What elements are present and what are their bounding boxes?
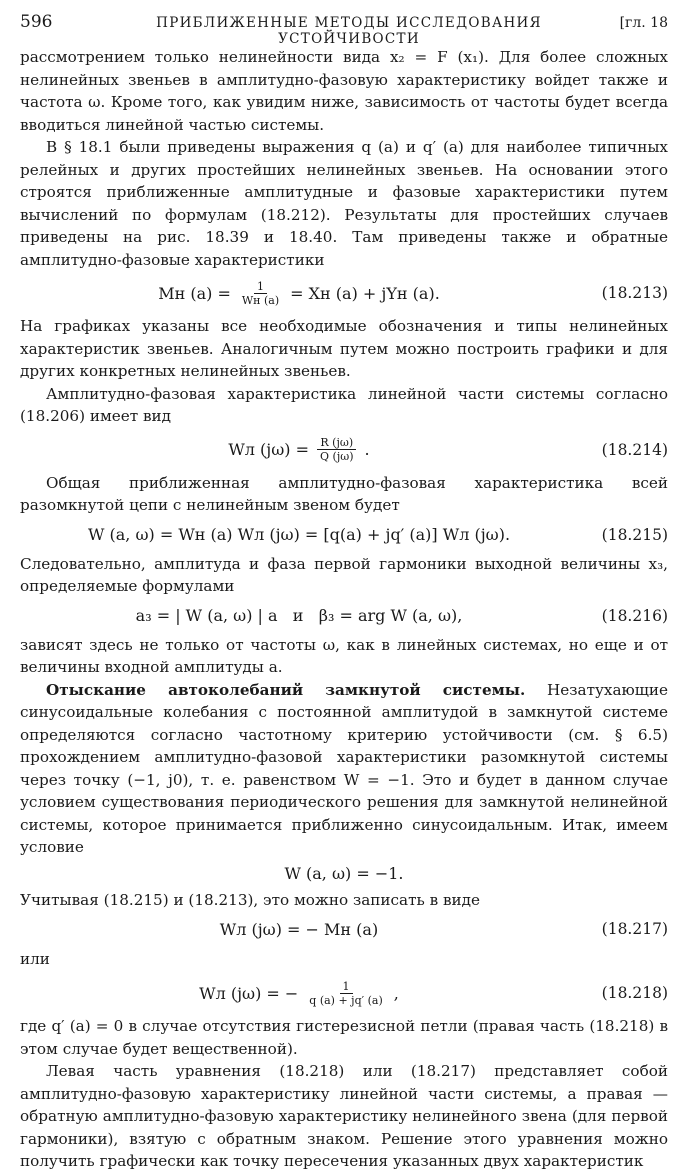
eq216-text: a₃ = | W (a, ω) | a и β₃ = arg W (a, ω), xyxy=(135,606,463,625)
page-number: 596 xyxy=(20,12,53,32)
eq213-fraction xyxy=(239,280,282,307)
eq215-label: (18.215) xyxy=(601,525,668,544)
page-header xyxy=(20,12,668,46)
eq218-lhs: Wл (jω) = − xyxy=(199,983,299,1003)
eq218-numerator: 1 xyxy=(340,980,353,994)
equation-18-214 xyxy=(20,428,668,472)
eq218-denominator: q (a) + jq′ (a) xyxy=(309,993,383,1007)
eq214-lhs: Wл (jω) = xyxy=(228,440,310,459)
equation-18-213 xyxy=(20,271,668,315)
eq217-text: Wл (jω) = − Mн (a) xyxy=(219,919,379,939)
book-page xyxy=(20,12,668,1173)
eq214-rhs: . xyxy=(364,440,370,459)
paragraph-1: рассмотрением только нелинейности вида x₂ = F (x₁). Для более сложных нелинейных звеньев в амплитудно-фазовую характеристику войдет также и частота ω. Кроме того, как увидим ниже, зависимость от частоты будет всегда вводиться линейной частью системы. xyxy=(20,48,668,134)
paragraph-2: В § 18.1 были приведены выражения q (a) и q′ (a) для наиболее типичных релейных и других простейших нелинейных звеньев. На основании этого строятся приближенные амплитудные и фазовые характеристики путем вычислений по формулам (18.212). Результаты для простейших случаев приведены на рис. 18.39 и 18.40. Там приведены также и обратные амплитудно-фазовые характеристики xyxy=(20,138,668,269)
eq214-label: (18.214) xyxy=(601,440,668,459)
equation-18-216 xyxy=(20,598,668,634)
eq217-label: (18.217) xyxy=(601,920,668,938)
equation-18-218 xyxy=(20,971,668,1015)
paragraph-12: Левая часть уравнения (18.218) или (18.217) представляет собой амплитудно-фазовую характеристику линейной части системы, а правая — обратную амплитудно-фазовую характеристику нелинейного звена (для первой гармоники), взятую с обратным знаком. Решение этого уравнения можно получить графически как точку пересечения указанных двух характеристик xyxy=(20,1062,668,1170)
eq218-rhs: , xyxy=(393,983,399,1003)
eq213-label: (18.213) xyxy=(601,284,668,302)
paragraph-5: Общая приближенная амплитудно-фазовая характеристика всей разомкнутой цепи с нелинейным звеном будет xyxy=(20,473,668,514)
eq213-numerator: 1 xyxy=(254,280,267,294)
equation-18-217 xyxy=(20,911,668,947)
chapter-label: [гл. 18 xyxy=(619,15,668,31)
paragraph-3: На графиках указаны все необходимые обозначения и типы нелинейных характеристик звеньев. Аналогичным путем можно построить графики и для других конкретных нелинейных звеньев. xyxy=(20,317,668,380)
running-title: ПРИБЛИЖЕННЫЕ МЕТОДЫ ИССЛЕДОВАНИЯ УСТОЙЧИВОСТИ xyxy=(156,15,542,47)
eq218-fraction xyxy=(306,980,385,1007)
paragraph-8-text: Незатухающие синусоидальные колебания с постоянной амплитудой в замкнутой системе определяются согласно частотному критерию устойчивости (см. § 6.5) прохождением амплитудно-фазовой характеристики разомкнутой системы через точку (−1, j0), т. е. равенством W = −1. Это и будет в данном случае условием существования периодического решения для замкнутой нелинейной системы, которое принимается приближенно синусоидальным. Итак, имеем условие xyxy=(20,680,668,856)
oscillation-condition: W (a, ω) = −1. xyxy=(284,863,404,883)
eq218-label: (18.218) xyxy=(601,984,668,1002)
section-heading: Отыскание автоколебаний замкнутой системы. xyxy=(46,680,526,699)
eq214-denominator: Q (jω) xyxy=(320,450,354,463)
eq213-rhs: = Xн (a) + jYн (a). xyxy=(290,283,440,303)
paragraph-9: Учитывая (18.215) и (18.213), это можно записать в виде xyxy=(20,890,480,909)
paragraph-7: зависят здесь не только от частоты ω, как в линейных системах, но еще и от величины входной амплитуды a. xyxy=(20,635,668,676)
eq213-denominator: Wн (a) xyxy=(241,293,280,307)
paragraph-10: или xyxy=(20,950,50,968)
eq214-fraction xyxy=(317,436,356,463)
equation-18-215 xyxy=(20,517,668,553)
eq216-label: (18.216) xyxy=(601,606,668,625)
eq213-lhs: Mн (a) = xyxy=(158,283,231,303)
paragraph-11: где q′ (a) = 0 в случае отсутствия гистерезисной петли (правая часть (18.218) в этом случае будет вещественной). xyxy=(20,1017,668,1058)
eq215-text: W (a, ω) = Wн (a) Wл (jω) = [q(a) + jq′ (a)] Wл (jω). xyxy=(87,525,511,544)
paragraph-6: Следовательно, амплитуда и фаза первой гармоники выходной величины x₃, определяемые формулами xyxy=(20,554,668,595)
paragraph-4: Амплитудно-фазовая характеристика линейной части системы согласно (18.206) имеет вид xyxy=(20,384,668,425)
eq214-numerator: R (jω) xyxy=(317,436,356,450)
paragraph-8 xyxy=(20,679,668,859)
